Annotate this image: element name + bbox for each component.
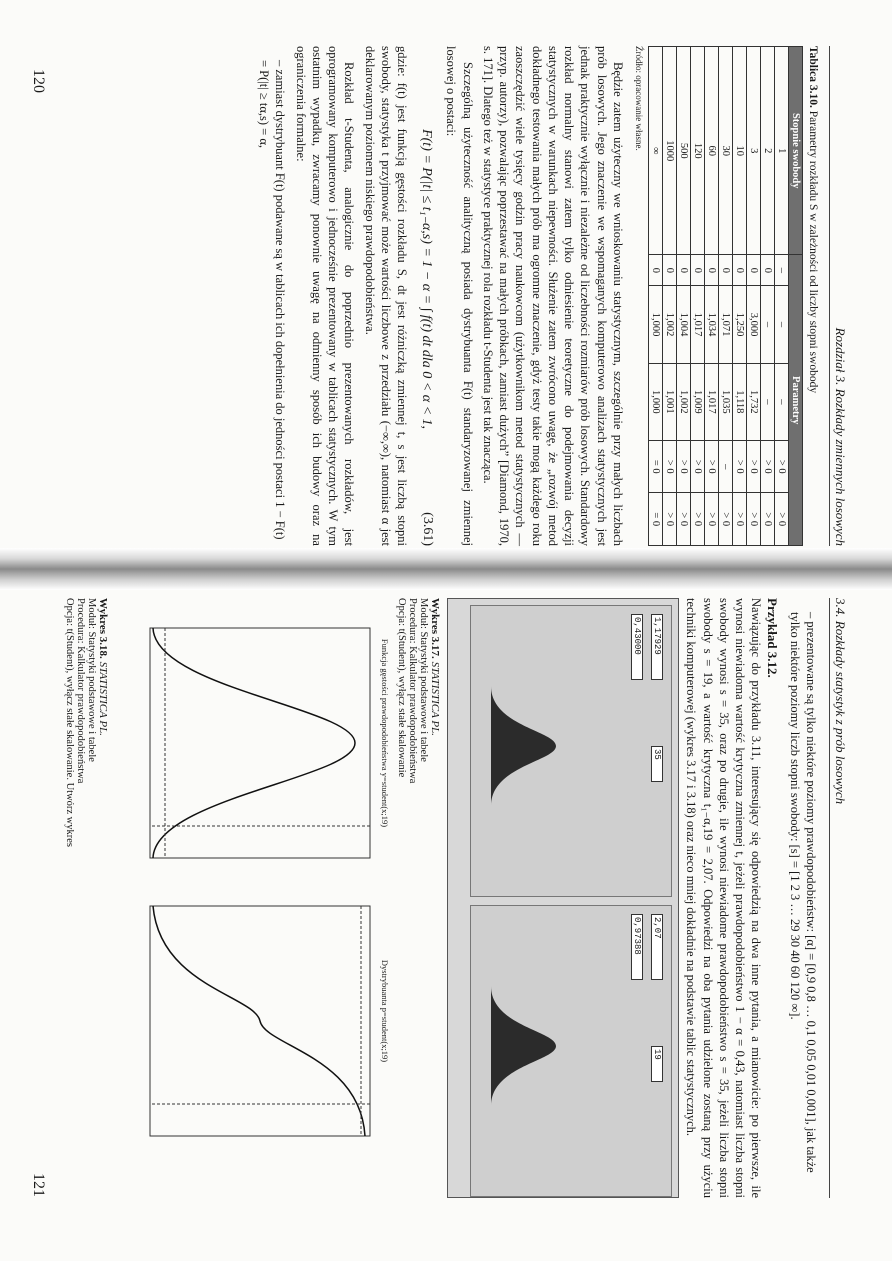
figure-label: Wykres 3.18. [97,598,110,659]
density-thumbnail-right [491,986,561,1106]
table-cell: 1 [775,47,789,255]
table-cell: 1,001 [663,363,677,440]
figure-caption [97,598,109,1198]
table-cell: – [775,255,789,286]
table-caption-label: Tablica 3.10. [807,46,819,108]
table-cell: – [761,286,775,363]
table-cell: 0 [663,255,677,286]
table-cell: 0 [705,255,719,286]
table-cell: > 0 [747,493,761,546]
table-cell: > 0 [733,440,747,492]
table-cell: > 0 [775,493,789,546]
table-cell: 1,000 [649,286,663,363]
paragraph: gdzie: f(t) jest funkcją gęstości rozkładu S, dt jest różniczką zmiennej t, s jest liczbą stopni swobody, statystyka t przyjmować może wartości liczbowe z przedziału (−∞,∞), natomiast α jest deklarowanym poziomem niskiego prawdopodobieństwa. [362,46,410,546]
figure-program: STATISTICA PL. [97,661,110,736]
table-cell: 1000 [663,47,677,255]
right-page [28,598,848,1198]
table-cell: 500 [677,47,691,255]
table-cell: – [761,363,775,440]
figure-line: Moduł: Statystyki podstawowe i tabele [86,598,98,762]
left-running-header: Rozdział 3. Rozkłady zmiennych losowych [829,46,848,546]
table-row [677,47,691,546]
paragraph: Będzie zatem użyteczny we wnioskowaniu statystycznym, szczególnie przy małych liczbach prób losowych. Jego znaczenie we wspomaganych komputerowo analizach statystycznych jest jednak praktycznie wyłącznie i niezależne od liczebności rozmiarów prób losowych. Standardowy rozkład normalny stanowi zatem tylko odniesienie teoretyczne do podejmowania decyzji statystycznych w warunkach niepewności. Służenie zatem zwrócono uwagę, że „rozwój metod dokładnego testowania małych prób ma ogromne znaczenie, gdyż testy takie mogą każdego roku zaoszczędzić wiele tysięcy godzin pracy naukowcom (użytkownikom metod statystycznych — przyp. autorzy), pozwalając poprzestawać na małych próbkach, zamiast dużych” [Diamond, 1970, s. 171]. Dlatego też w statystyce praktycznej rola rozkładu t-Studenta jest tak znacząca. [481,46,625,546]
table-cell: – [775,363,789,440]
table-row [649,47,663,546]
table-cell: 1,004 [677,286,691,363]
figure-line: Procedura: Kalkulator prawdopodobieństwa [407,598,419,784]
table-cell: 0 [719,255,733,286]
table-row [663,47,677,546]
table-cell: > 0 [677,493,691,546]
table-cell: > 0 [719,493,733,546]
bullet-text: prezentowane są tylko niektóre poziomy prawdopodobieństw: [α] = [0,9 0,8 … 0,1 0,05 0,01 0,001], jak także tylko niektóre poziomy liczb stopni swobody: [s] = [1 2 3 … 29 30 40 60 120 ∞]. [787,612,818,1173]
example-text: Nawiązując do przykładu 3.11, interesujący się odpowiedzią na dwa inne pytania, a mianowicie: po pierwsze, ile wynosi niewiadoma wartość krytyczna zmiennej t, jeżeli prawdopodobieństwo 1 − α = 0,43, natomiast liczba stopni swobody wynosi s = 35, oraz po drugie, ile wynosi niewiadome prawdopodobieństwo s = 35, jeżeli liczba stopni swobody s = 19, a wartość krytyczna t₁₋α,19 = 2,07. Odpowiedzi na oba pytania udzielone zostaną przy użyciu techniki komputerowej (wykres 3.17 i 3.18) oraz nieco mniej dokładnie na podstawie tablic statystycznych. [684,598,764,1198]
table-cell: 1,009 [691,363,705,440]
table-header-cell: Parametry [789,255,803,546]
table-cell: 30 [719,47,733,255]
table-cell: = 0 [649,440,663,492]
field-df: 35 [651,746,663,782]
field-t-value: 1,17929 [651,614,663,680]
table-cell: 0 [733,255,747,286]
table-cell: 1,002 [677,363,691,440]
figure-line: Procedura: Kalkulator prawdopodobieństwa [75,598,87,784]
example-title: Przykład 3.12. [765,598,781,678]
table-header-cell: Stopnie swobody [789,47,803,255]
bullet-item: – zamiast dystrybuant F(t) podawane są w tablicach ich dopełnienia do jedności postaci 1 − F(t) = P(|t| ≥ tα,s) = α, [257,60,288,540]
book-gutter [0,548,892,590]
table-cell: 0 [691,255,705,286]
table-cell: 1,071 [719,286,733,363]
table-cell: > 0 [691,440,705,492]
figure-line: Opcja: t(Student), wyłącz stałe skalowanie [396,598,408,778]
figure-label: Wykres 3.17. [429,598,442,659]
table-cell: 1,034 [705,286,719,363]
table-cell: 1,250 [733,286,747,363]
table-cell: 1,017 [691,286,705,363]
table-caption [807,46,819,546]
table-cell: > 0 [761,440,775,492]
table-cell: 0 [761,255,775,286]
table-source: Źródło: opracowanie własne. [634,46,644,151]
left-page [28,46,848,546]
field-probability: 0,43000 [631,614,643,680]
calculator-panel-left [470,605,672,897]
right-running-header: 3.4. Rozkłady statystyk z prób losowych [829,598,848,1198]
left-page-number: 120 [30,69,47,93]
plots-row [115,598,390,1198]
table-cell: > 0 [663,493,677,546]
plot-title: Funkcja gęstości prawdopodobieństwa y=student(x;19) [380,638,391,828]
table-row [733,47,747,546]
table-cell: – [719,440,733,492]
table-row [705,47,719,546]
table-cell: > 0 [677,440,691,492]
table-row [775,47,789,546]
table-cell: > 0 [691,493,705,546]
figure-caption [429,598,441,1198]
probability-calculator-screenshot [447,598,679,1198]
table-cell: 3,000 [747,286,761,363]
table-body [649,47,789,546]
table-cell: 1,035 [719,363,733,440]
density-plot-block [115,598,390,868]
bullet-text: zamiast dystrybuant F(t) podawane są w tablicach ich dopełnienia do jedności postaci 1 − F(t) = P(|t| ≥ tα,s) = α, [257,60,288,540]
paragraph: Rozkład t-Studenta, analogicznie do poprzednio prezentowanych rozkładów, jest oprogramowany komputerowo i jednocześnie prezentowany w tablicach statystycznych. W tym ostatnim wypadku, zwracamy ponownie uwagę na odmienny sposób ich budowy oraz na ograniczenia formalne: [293,46,357,546]
table-cell: 10 [733,47,747,255]
figure-line: Moduł: Statystyki podstawowe i tabele [418,598,430,762]
table-cell: 1,118 [733,363,747,440]
table-cell: > 0 [705,440,719,492]
table-cell: – [775,286,789,363]
table-cell: 3 [747,47,761,255]
table-cell: 60 [705,47,719,255]
table-row [761,47,775,546]
table-cell: 1,732 [747,363,761,440]
table-cell: > 0 [733,493,747,546]
formula-text: F(t) = P(|t| ≤ t₁₋α,s) = 1 − α = ∫ f(t) dt dla 0 < α < 1, [419,129,435,430]
density-plot [120,598,380,868]
table-cell: > 0 [663,440,677,492]
table-cell: 1,002 [663,286,677,363]
table-cell: > 0 [775,440,789,492]
table-cell: 0 [677,255,691,286]
table-cell: 0 [649,255,663,286]
table-cell: > 0 [761,493,775,546]
table-row [691,47,705,546]
table-cell: 120 [691,47,705,255]
table-row [747,47,761,546]
right-page-number: 121 [30,1173,47,1197]
table-row [719,47,733,546]
calculator-panel-right [470,905,672,1197]
table-cell: > 0 [705,493,719,546]
cdf-plot-block [115,876,390,1146]
bullet-item: – prezentowane są tylko niektóre poziomy prawdopodobieństw: [α] = [0,9 0,8 … 0,1 0,05 0,01 0,001], jak także tylko niektóre poziomy liczb stopni swobody: [s] = [1 2 3 … 29 30 40 60 120 ∞]. [787,612,818,1173]
table-cell: 1,017 [705,363,719,440]
field-t-value: 2,07 [651,914,663,980]
figure-line: Opcja: t(Student), wyłącz stałe skalowanie. Utwórz wykres [64,598,76,848]
cdf-plot [120,876,380,1146]
table-cell: 0 [747,255,761,286]
paragraph: Szczególną użyteczność analityczną posiada dystrybuanta F(t) standaryzowanej zmiennej losowej o postaci: [444,46,475,546]
density-thumbnail-left [491,686,561,806]
field-probability: 0,97388 [631,914,643,980]
table-caption-text: Parametry rozkładu S w zależności od liczby stopni swobody [807,110,819,394]
figure-program: STATISTICA PL. [429,661,442,736]
table-cell: > 0 [747,440,761,492]
table-cell: 1,000 [649,363,663,440]
table-cell: ∞ [649,47,663,255]
table-cell: 2 [761,47,775,255]
plot-title: Dystrybuanta p=student(x;19) [380,959,391,1063]
field-df: 19 [651,1046,663,1082]
table-cell: = 0 [649,493,663,546]
formula-number: (3.61) [420,512,436,546]
formula [418,46,435,546]
parameters-table [648,46,803,546]
